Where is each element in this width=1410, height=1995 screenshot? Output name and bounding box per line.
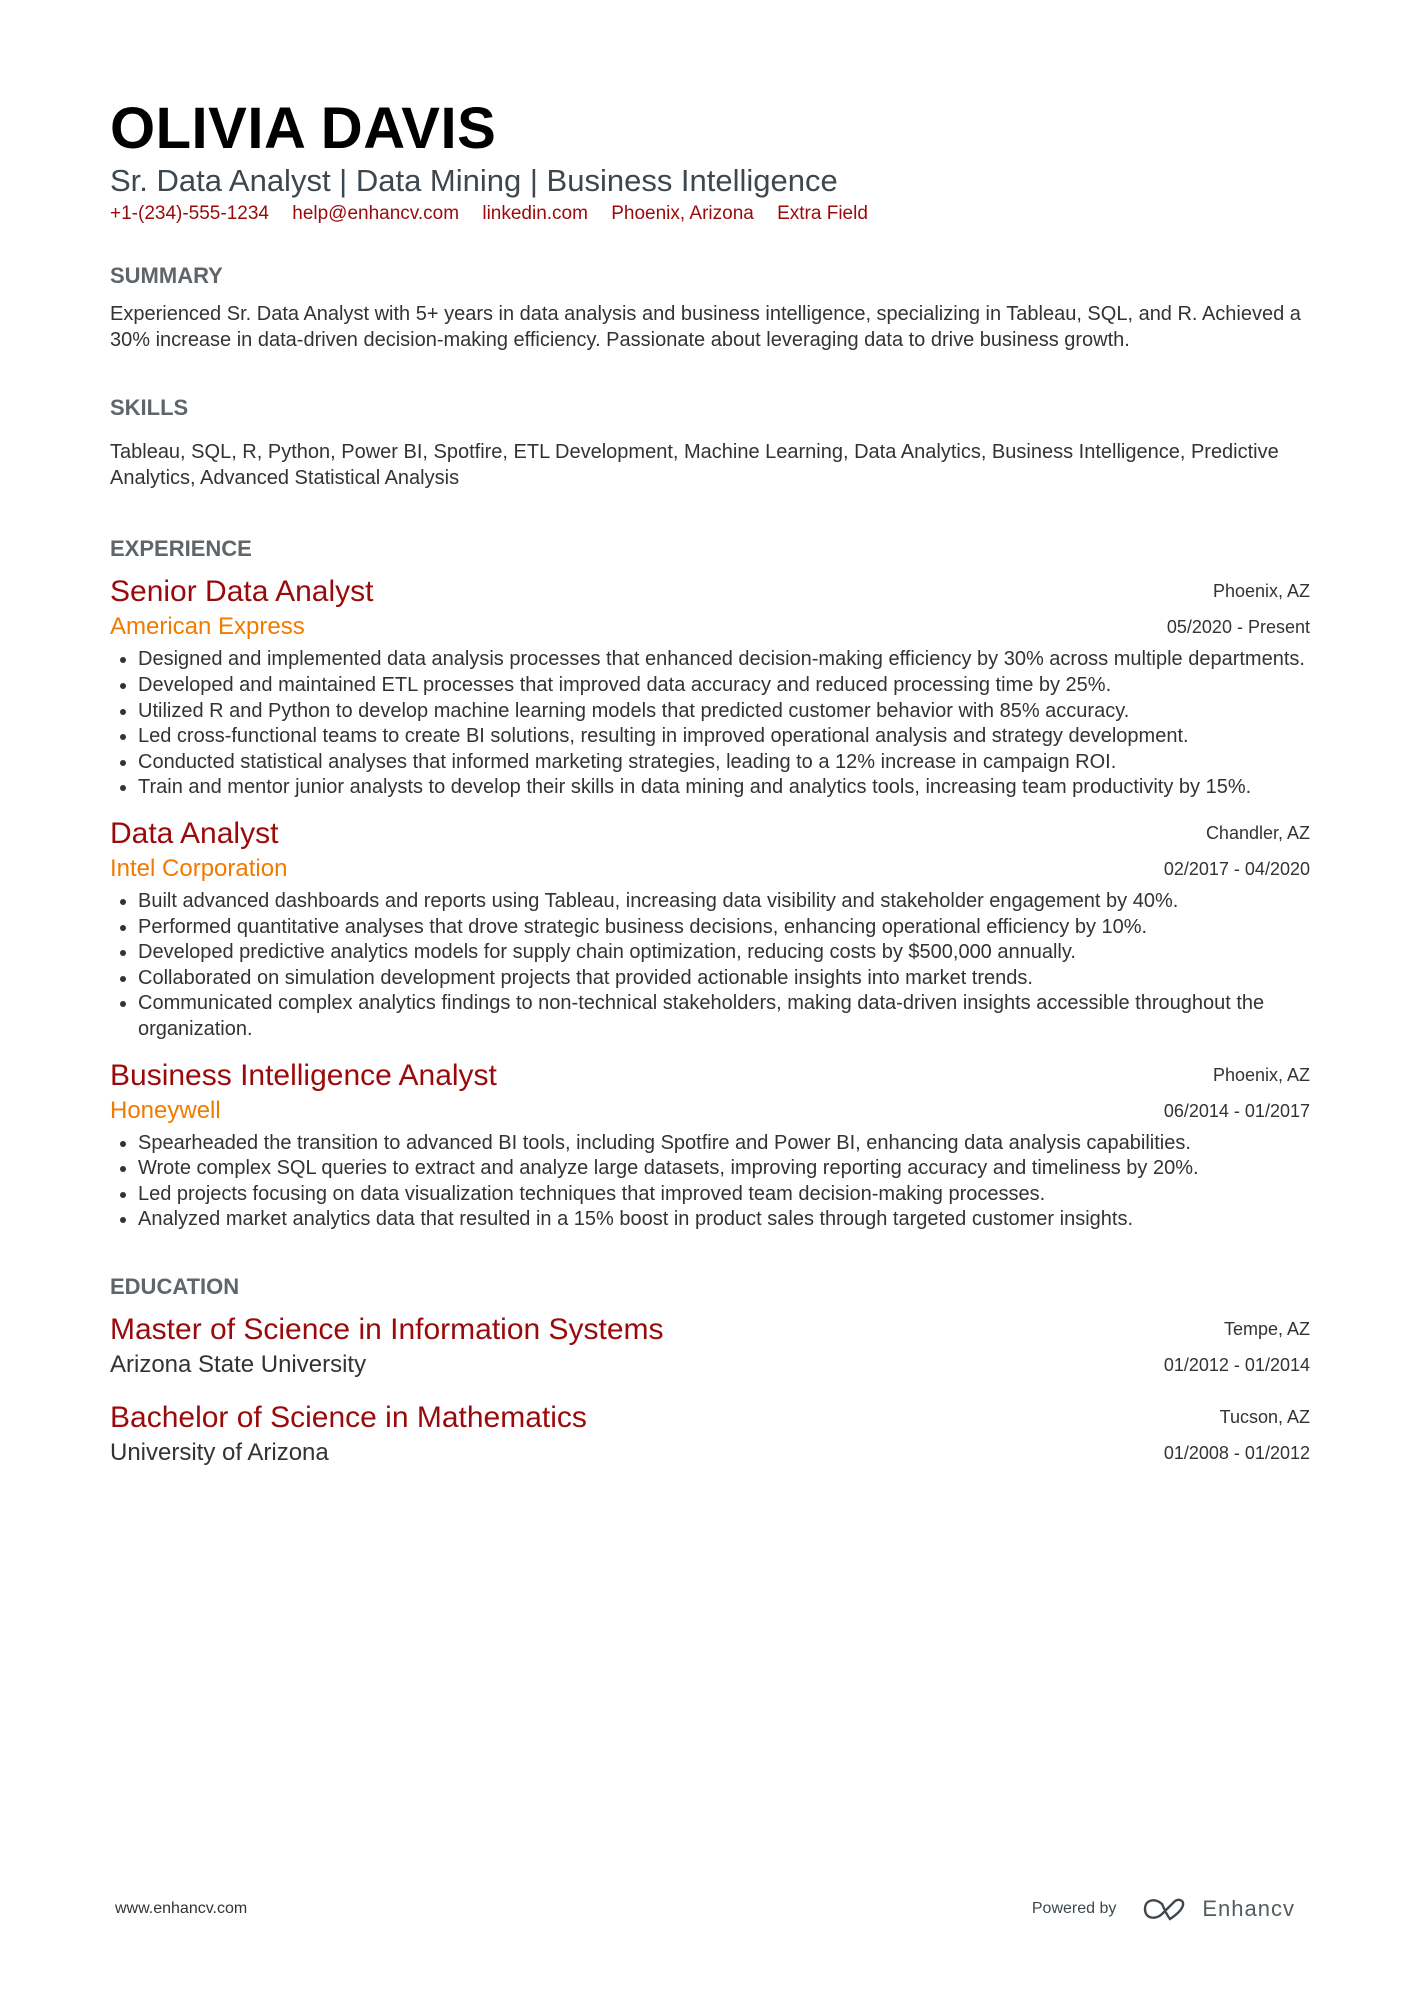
entry-header — [110, 815, 1310, 887]
extra-field: Extra Field — [777, 203, 868, 224]
achievement-item: • Led cross-functional teams to create BI solutions, resulting in improved operational analysis and strategy development. — [138, 724, 1310, 750]
powered-by — [1032, 1896, 1295, 1922]
experience-entry — [110, 1057, 1310, 1233]
footer — [115, 1896, 1295, 1922]
job-title: Business Intelligence Analyst — [110, 1058, 497, 1092]
achievement-item: • Developed and maintained ETL processes that improved data accuracy and reduced processing time by 25%. — [138, 673, 1310, 699]
entry-title-block — [110, 1057, 497, 1127]
entry-header — [110, 1311, 1310, 1383]
achievement-list — [110, 1131, 1310, 1233]
degree-title: Master of Science in Information Systems — [110, 1312, 664, 1346]
education-list — [110, 1311, 1310, 1471]
school-name: Arizona State University — [110, 1350, 367, 1378]
experience-entry — [110, 815, 1310, 1043]
contact-info — [110, 202, 1310, 226]
education-entry — [110, 1399, 1310, 1471]
achievement-item: • Collaborated on simulation development projects that provided actionable insights into market trends. — [138, 966, 1310, 992]
entry-meta — [1164, 1311, 1310, 1383]
achievement-item: • Analyzed market analytics data that resulted in a 15% boost in product sales through targeted customer insights. — [138, 1207, 1310, 1233]
company-name: Intel Corporation — [110, 854, 288, 882]
school-location: Tempe, AZ — [1223, 1318, 1310, 1339]
job-location: Phoenix, AZ — [1212, 1064, 1310, 1085]
phone-link[interactable]: +1-(234)-555-1234 — [110, 203, 269, 224]
linkedin-link[interactable]: linkedin.com — [482, 203, 588, 224]
skills-heading: SKILLS — [110, 395, 189, 421]
education-dates: 01/2008 - 01/2012 — [1163, 1442, 1310, 1463]
entry-meta — [1164, 1399, 1310, 1471]
entry-title-block — [110, 573, 373, 643]
company-name: American Express — [110, 613, 305, 641]
achievement-item: • Spearheaded the transition to advanced BI tools, including Spotfire and Power BI, enhancing data analysis capabilities. — [138, 1131, 1310, 1157]
achievement-item: • Performed quantitative analyses that drove strategic business decisions, enhancing operational efficiency by 10%. — [138, 915, 1310, 941]
entry-meta — [1164, 1057, 1310, 1129]
school-name: University of Arizona — [110, 1438, 329, 1466]
entry-header — [110, 1057, 1310, 1129]
achievement-item: • Led projects focusing on data visualization techniques that improved team decision-making processes. — [138, 1182, 1310, 1208]
achievement-item: • Communicated complex analytics findings to non-technical stakeholders, making data-driven insights accessible throughout the organization. — [138, 991, 1310, 1042]
job-dates: 02/2017 - 04/2020 — [1163, 858, 1310, 879]
achievement-list — [110, 647, 1310, 801]
job-title: Senior Data Analyst — [110, 575, 374, 609]
school-location: Tucson, AZ — [1219, 1406, 1310, 1427]
entry-meta — [1164, 815, 1310, 887]
experience-entry — [110, 573, 1310, 801]
entry-meta — [1167, 573, 1310, 645]
achievement-item: • Utilized R and Python to develop machine learning models that predicted customer behavior with 85% accuracy. — [138, 699, 1310, 725]
summary-text: Experienced Sr. Data Analyst with 5+ years in data analysis and business intelligence, specializing in Tableau, SQL, and R. Achieved a 30% increase in data-driven decision-making efficiency. Passionate about leveraging data to drive business growth. — [110, 303, 1301, 351]
candidate-name: OLIVIA DAVIS — [110, 96, 497, 161]
entry-title-block — [110, 815, 287, 885]
education-dates: 01/2012 - 01/2014 — [1163, 1354, 1310, 1375]
location: Phoenix, Arizona — [611, 203, 754, 224]
powered-by-label: Powered by — [1031, 1900, 1117, 1917]
website-link[interactable]: www.enhancv.com — [115, 1900, 248, 1917]
brand-name: Enhancv — [1202, 1896, 1295, 1921]
entry-header — [110, 573, 1310, 645]
entry-title-block — [110, 1399, 587, 1469]
achievement-item: • Conducted statistical analyses that informed marketing strategies, leading to a 12% increase in campaign ROI. — [138, 750, 1310, 776]
job-dates: 06/2014 - 01/2017 — [1163, 1100, 1310, 1121]
job-dates: 05/2020 - Present — [1166, 617, 1310, 638]
achievement-item: • Built advanced dashboards and reports using Tableau, increasing data visibility and stakeholder engagement by 40%. — [138, 889, 1310, 915]
job-location: Phoenix, AZ — [1212, 581, 1310, 602]
achievement-item: • Train and mentor junior analysts to develop their skills in data mining and analytics tools, increasing team productivity by 15%. — [138, 775, 1310, 801]
skills-text: Tableau, SQL, R, Python, Power BI, Spotfire, ETL Development, Machine Learning, Data Analytics, Business Intelligence, Predictive Analytics, Advanced Statistical Analysis — [110, 441, 1279, 489]
experience-list — [110, 573, 1310, 1233]
entry-title-block — [110, 1311, 664, 1381]
degree-title: Bachelor of Science in Mathematics — [110, 1400, 587, 1434]
job-location: Chandler, AZ — [1205, 822, 1310, 843]
company-name: Honeywell — [110, 1096, 221, 1124]
achievement-item: • Designed and implemented data analysis processes that enhanced decision-making efficiency by 30% across multiple departments. — [138, 647, 1310, 673]
enhancv-logo[interactable] — [1142, 1896, 1295, 1922]
achievement-list — [110, 889, 1310, 1043]
experience-heading: EXPERIENCE — [110, 536, 252, 562]
resume — [110, 96, 1310, 1471]
entry-header — [110, 1399, 1310, 1471]
education-entry — [110, 1311, 1310, 1383]
job-title: Data Analyst — [110, 816, 279, 850]
education-heading: EDUCATION — [110, 1273, 240, 1299]
infinity-heart-icon — [1142, 1896, 1188, 1922]
summary-heading: SUMMARY — [110, 263, 223, 288]
achievement-item: • Developed predictive analytics models for supply chain optimization, reducing costs by $500,000 annually. — [138, 940, 1310, 966]
email-link[interactable]: help@enhancv.com — [292, 203, 460, 224]
candidate-headline: Sr. Data Analyst | Data Mining | Business Intelligence — [110, 163, 838, 198]
achievement-item: • Wrote complex SQL queries to extract and analyze large datasets, improving reporting accuracy and timeliness by 20%. — [138, 1156, 1310, 1182]
